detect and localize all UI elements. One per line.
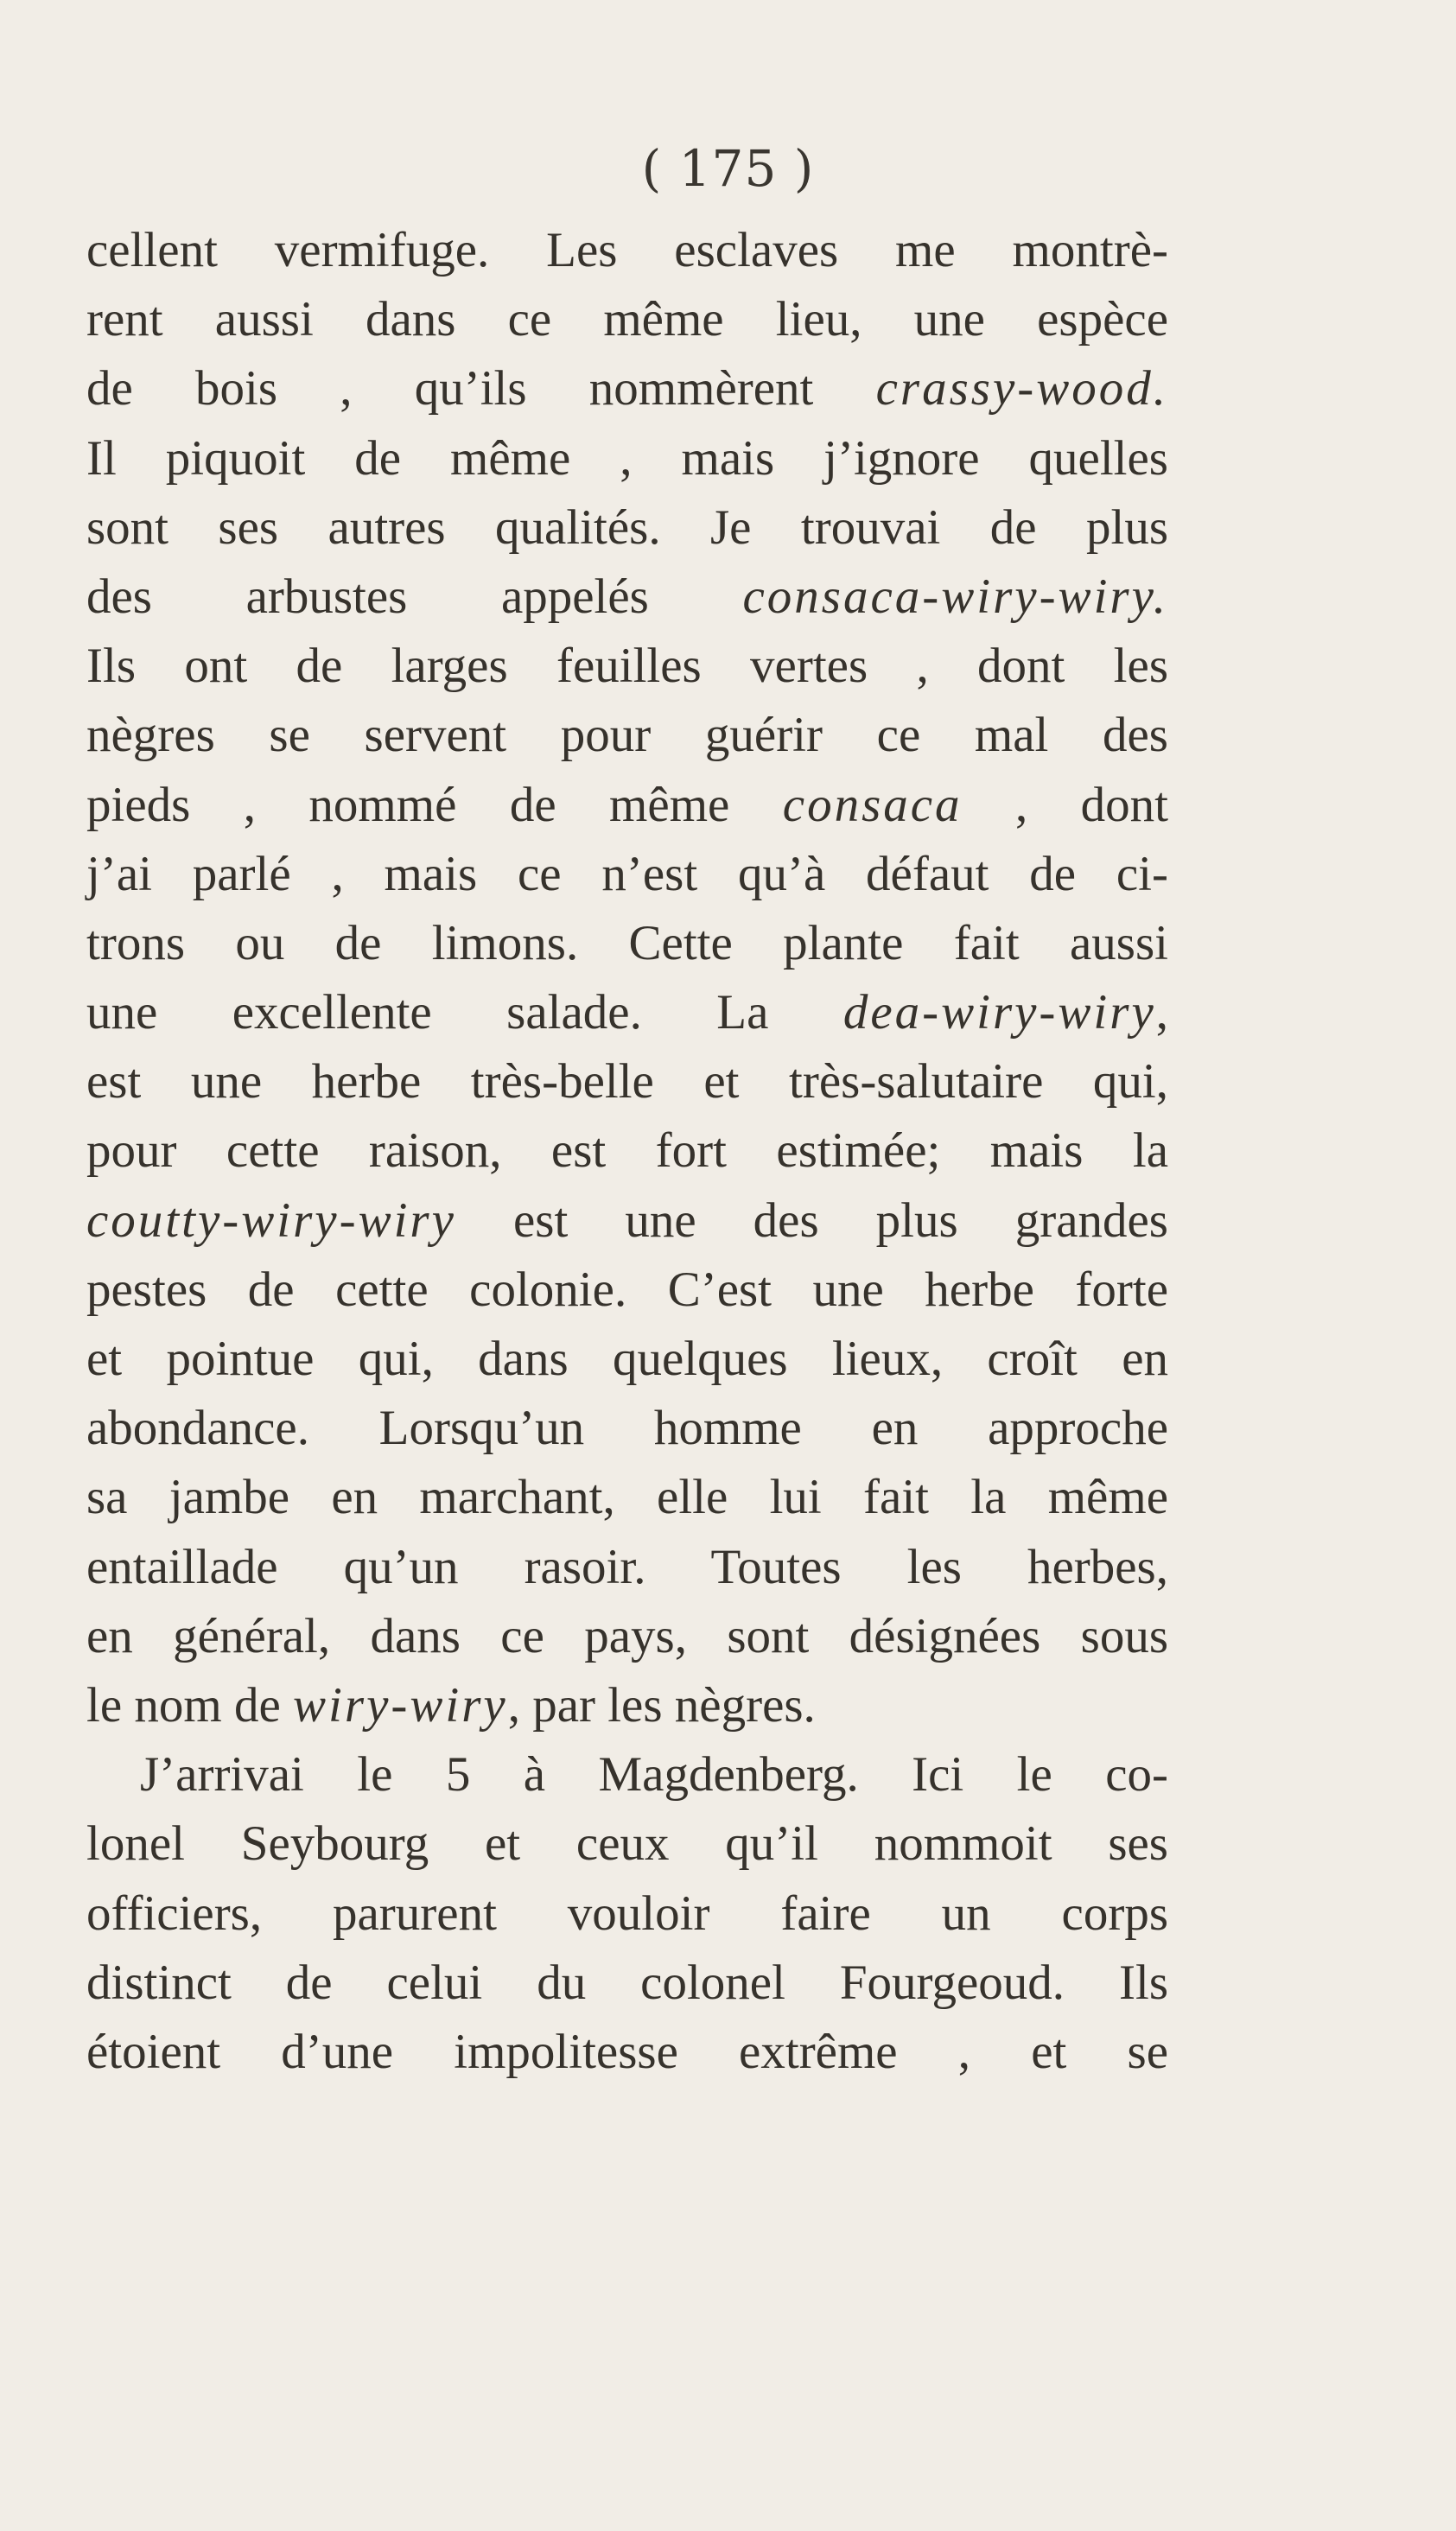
text-line: Ils ont de larges feuilles vertes , dont les (86, 639, 1168, 694)
text-line: Il piquoit de même , mais j’ignore quelles (86, 430, 1168, 486)
italic-term: dea-wiry-wiry (842, 985, 1156, 1040)
text-line: sont ses autres qualités. Je trouvai de plus (86, 499, 1168, 555)
text-line: abondance. Lorsqu’un homme en approche (86, 1401, 1168, 1456)
text-line: pour cette raison, est fort estimée; mais la (86, 1123, 1168, 1179)
text-line: le nom de wiry-wiry, par les nègres. (86, 1677, 816, 1733)
italic-term: coutty-wiry-wiry (86, 1192, 456, 1248)
text-line: j’ai parlé , mais ce n’est qu’à défaut de ci- (86, 846, 1168, 901)
text-line: cellent vermifuge. Les esclaves me montrè- (86, 223, 1168, 277)
text-line: et pointue qui, dans quelques lieux, croît en (86, 1332, 1168, 1386)
text-line: une excellente salade. La dea-wiry-wiry, (86, 985, 1168, 1040)
text-line: est une herbe très-belle et très-salutaire qui, (86, 1054, 1168, 1110)
text-line: trons ou de limons. Cette plante fait aussi (86, 915, 1168, 970)
text-line: distinct de celui du colonel Fourgeoud. Ils (86, 1955, 1168, 2010)
text-line: entaillade qu’un rasoir. Toutes les herbes, (86, 1539, 1168, 1594)
page-number: ( 175 ) (641, 139, 815, 198)
italic-term: consaca (782, 777, 963, 832)
italic-term: consaca-wiry-wiry. (742, 569, 1168, 624)
text-line: de bois , qu’ils nommèrent crassy-wood. (86, 361, 1168, 417)
text-line: pieds , nommé de même consaca , dont (86, 777, 1168, 832)
text-line: officiers, parurent vouloir faire un corps (86, 1886, 1168, 1941)
body-text (86, 216, 1168, 2087)
italic-term: wiry-wiry (293, 1677, 508, 1733)
text-line: étoient d’une impolitesse extrême , et se (86, 2024, 1168, 2079)
text-line: coutty-wiry-wiry est une des plus grandes (86, 1192, 1168, 1248)
text-line: en général, dans ce pays, sont désignées sous (86, 1608, 1168, 1663)
italic-term: crassy-wood. (875, 361, 1168, 417)
text-line: J’arrivai le 5 à Magdenberg. Ici le co- (140, 1747, 1168, 1803)
text-line: sa jambe en marchant, elle lui fait la même (86, 1470, 1168, 1525)
text-line: lonel Seybourg et ceux qu’il nommoit ses (86, 1816, 1168, 1872)
text-line: des arbustes appelés consaca-wiry-wiry. (86, 569, 1168, 624)
text-line: nègres se servent pour guérir ce mal des (86, 708, 1168, 763)
text-line: rent aussi dans ce même lieu, une espèce (86, 292, 1168, 347)
text-line: pestes de cette colonie. C’est une herbe forte (86, 1262, 1168, 1317)
